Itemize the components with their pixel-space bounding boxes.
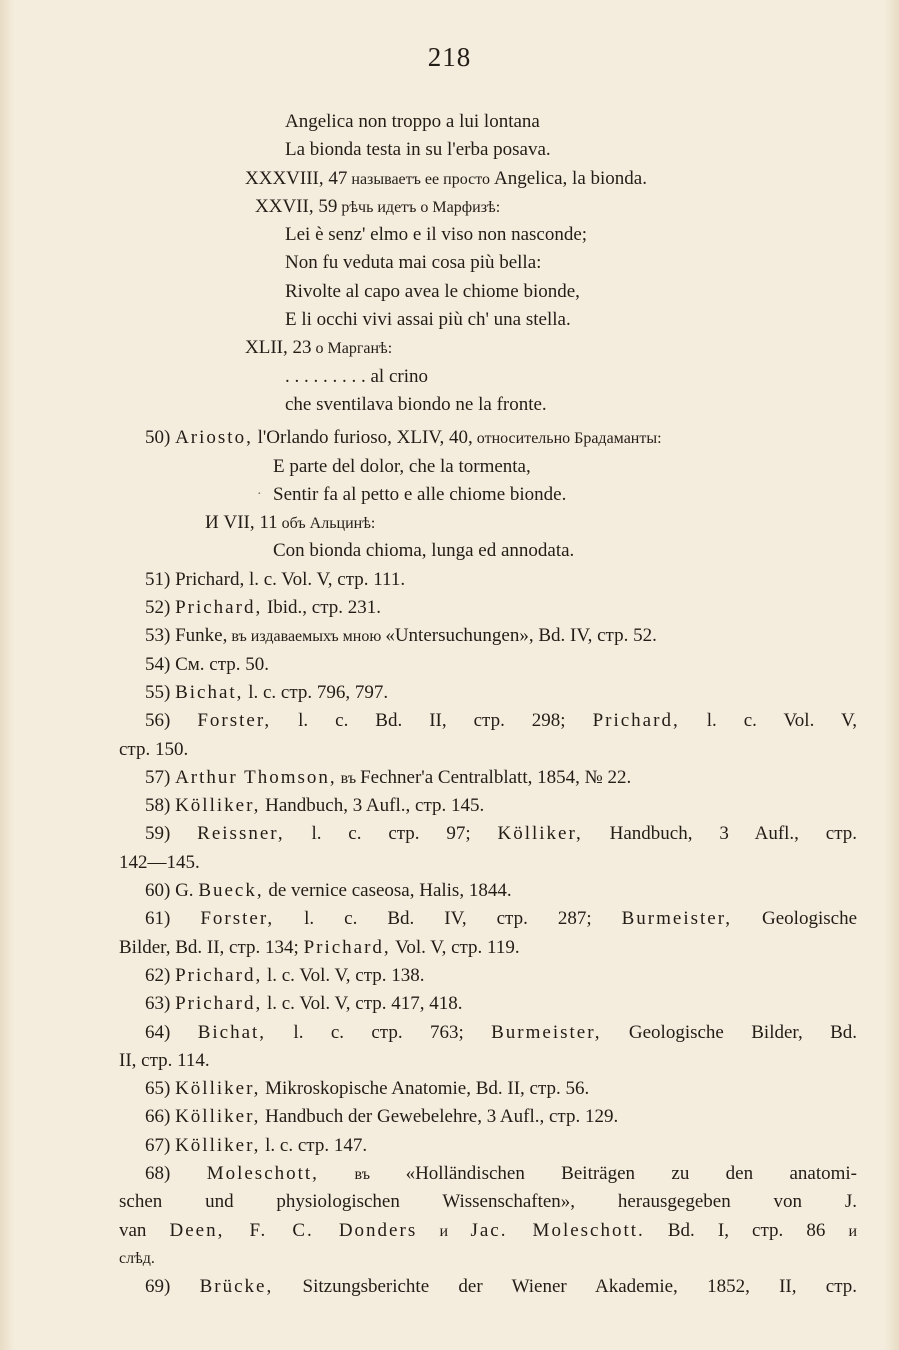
footnote-60: 60) G. Bueck, de vernice caseosa, Halis, 1844.: [145, 880, 512, 902]
footnote-64: 64) Bichat, l. c. стр. 763; Burmeister, Geologische Bilder, Bd.: [145, 1021, 858, 1043]
footnote-51: 51) Prichard, l. c. Vol. V, стр. 111.: [145, 568, 406, 590]
russian-text: относительно Брадаманты:: [472, 430, 662, 448]
author-name: Bueck,: [198, 880, 264, 902]
footnote-50: [145, 424, 857, 452]
footnote-52: 52) Prichard, Ibid., стр. 231.: [145, 597, 382, 619]
footnote-68: 68) Moleschott, въ «Holländischen Beiträgen zu den anatomi-: [145, 1162, 857, 1184]
stray-mark: ·: [257, 486, 262, 502]
russian-text: называетъ ее просто: [347, 170, 494, 188]
footnote-continuation: Bilder, Bd. II, стр. 134; Prichard, Vol. V, стр. 119.: [119, 936, 520, 958]
author-name: Arthur Thomson,: [175, 766, 337, 788]
author-name: Brücke,: [199, 1276, 274, 1298]
verse-line: Angelica non troppo a lui lontana: [285, 111, 540, 132]
verse-line: E parte del dolor, che la tormenta,: [273, 455, 531, 477]
russian-text: и: [417, 1222, 471, 1240]
author-name: Kölliker,: [175, 1078, 261, 1100]
footnote-53: 53) Funke, въ издаваемыхъ мною «Untersuchungen», Bd. IV, стр. 52.: [145, 625, 657, 647]
reference-text: l'Orlando furioso, XLIV, 40,: [252, 427, 473, 449]
author-name: Prichard,: [303, 936, 391, 958]
verse-line: Con bionda chioma, lunga ed annodata.: [273, 540, 575, 562]
footnote-58: 58) Kölliker, Handbuch, 3 Aufl., стр. 145.: [145, 795, 485, 817]
author-name: Deen, F. C. Donders: [169, 1219, 418, 1241]
footnote-59: 59) Reissner, l. c. стр. 97; Kölliker, Handbuch, 3 Aufl., стр.: [145, 823, 857, 845]
author-name: Forster,: [200, 908, 275, 930]
footnote-65: 65) Kölliker, Mikroskopische Anatomie, Bd. II, стр. 56.: [145, 1078, 590, 1100]
author-name: Ariosto,: [175, 427, 253, 449]
verse-line: Rivolte al capo avea le chiome bionde,: [285, 280, 580, 302]
footnote-continuation: слѣд.: [119, 1249, 155, 1267]
author-name: Reissner,: [197, 823, 285, 845]
russian-text: въ издаваемыхъ мною: [227, 628, 386, 646]
prose-line: [145, 165, 857, 193]
footnote-66: 66) Kölliker, Handbuch der Gewebelehre, 3 Aufl., стр. 129.: [145, 1106, 619, 1128]
author-name: Burmeister,: [491, 1021, 602, 1043]
russian-text: въ: [336, 769, 361, 787]
verse-line: che sventilava biondo ne la fronte.: [285, 393, 547, 415]
page-right-edge: [885, 0, 899, 1350]
russian-text: и: [848, 1222, 858, 1240]
footnote-55: 55) Bichat, l. c. стр. 796, 797.: [145, 681, 389, 703]
author-name: Kölliker,: [175, 1106, 261, 1128]
footnote-61: 61) Forster, l. c. Bd. IV, стр. 287; Burmeister, Geologische: [145, 908, 857, 930]
author-name: Kölliker,: [175, 795, 261, 817]
author-name: Kölliker,: [175, 1134, 261, 1156]
author-name: Prichard,: [175, 993, 263, 1015]
prose-line: [145, 509, 857, 537]
prose-line: [145, 193, 857, 221]
footnote-67: 67) Kölliker, l. c. стр. 147.: [145, 1134, 368, 1156]
footnote-69: 69) Brücke, Sitzungsberichte der Wiener Akademie, 1852, II, стр.: [145, 1276, 857, 1298]
verse-line: . . . . . . . . . al crino: [285, 365, 429, 387]
quote-text: Angelica, la bionda.: [493, 167, 647, 189]
author-name: Burmeister,: [621, 908, 733, 930]
author-name: Prichard,: [175, 964, 263, 986]
prose-line: [145, 334, 857, 362]
author-name: Prichard,: [592, 710, 680, 732]
footnote-continuation: 142—145.: [119, 851, 200, 873]
verse-line: Lei è senz' elmo e il viso non nasconde;: [285, 224, 588, 246]
citation: XLII, 23: [245, 337, 312, 359]
footnote-57: 57) Arthur Thomson, въ Fechner'a Centralblatt, 1854, № 22.: [145, 766, 632, 788]
page-body: [119, 108, 858, 1301]
russian-text: объ Альцинѣ:: [277, 515, 376, 533]
verse-line: · Sentir fa al petto e alle chiome bionde.: [145, 481, 857, 509]
page-number: 218: [427, 42, 472, 72]
russian-text: въ: [318, 1165, 406, 1183]
author-name: Prichard,: [175, 597, 263, 619]
russian-text: рѣчь идетъ о Марфизѣ:: [337, 198, 501, 216]
author-name: Bichat,: [175, 681, 244, 703]
footnote-56: 56) Forster, l. c. Bd. II, стр. 298; Prichard, l. c. Vol. V,: [145, 710, 857, 732]
footnote-continuation: schen und physiologischen Wissenschaften», herausgegeben von J.: [119, 1191, 857, 1213]
verse-line: Non fu veduta mai cosa più bella:: [285, 252, 542, 274]
author-name: Moleschott,: [206, 1162, 319, 1184]
footnote-continuation: II, стр. 114.: [119, 1049, 210, 1071]
footnote-continuation: van Deen, F. C. Donders и Jac. Moleschott. Bd. I, стр. 86 и: [119, 1219, 858, 1241]
footnote-62: 62) Prichard, l. c. Vol. V, стр. 138.: [145, 964, 425, 986]
footnote-54: 54) См. стр. 50.: [145, 653, 269, 675]
author-name: Jac. Moleschott.: [470, 1219, 645, 1241]
footnote-continuation: стр. 150.: [119, 738, 189, 760]
page-left-edge: [0, 0, 14, 1350]
citation: XXVII, 59: [255, 195, 338, 217]
verse-line: La bionda testa in su l'erba posava.: [285, 139, 551, 161]
footnote-number: 50): [145, 427, 176, 449]
verse-line: E li occhi vivi assai più ch' una stella.: [285, 309, 571, 331]
citation: XXXVIII, 47: [245, 167, 348, 189]
footnote-63: 63) Prichard, l. c. Vol. V, стр. 417, 418.: [145, 993, 463, 1015]
author-name: Bichat,: [197, 1021, 267, 1043]
author-name: Kölliker,: [497, 823, 583, 845]
author-name: Forster,: [197, 710, 272, 732]
russian-text: о Марганѣ:: [311, 340, 393, 358]
citation: И VII, 11: [205, 512, 278, 534]
